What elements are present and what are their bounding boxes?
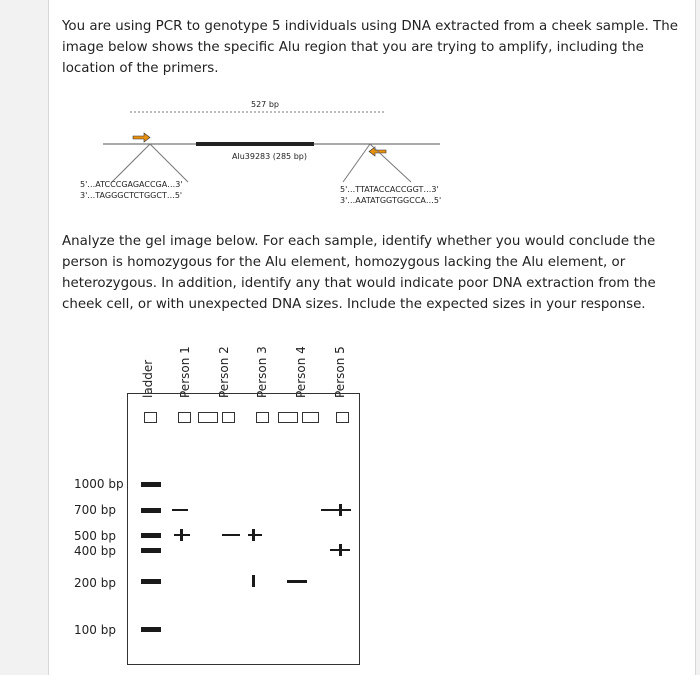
product-size-label: 527 bp <box>251 100 279 109</box>
band-ladder-500bp <box>141 533 161 538</box>
band-person-3-200bp <box>252 575 255 587</box>
gel-box <box>127 393 360 665</box>
well-person-1b <box>198 412 218 423</box>
lane-label-ladder: ladder <box>141 359 155 398</box>
marker-1000bp: 1000 bp <box>74 477 124 491</box>
well-person-1 <box>178 412 191 423</box>
right-zoom-line-b <box>370 144 411 182</box>
left-primer-bottom-strand: 3'…TAGGGCTCTGGCT…5' <box>80 191 183 200</box>
band-person-5-horizontal-700bp <box>321 509 351 511</box>
left-zoom-line-b <box>150 144 188 182</box>
band-ladder-200bp <box>141 579 161 584</box>
question-intro: You are using PCR to genotype 5 individuals using DNA extracted from a cheek sample. The image below shows the specific Alu region that you are trying to amplify, including the location of the primers. <box>62 19 678 76</box>
marker-100bp: 100 bp <box>74 623 116 637</box>
alu-element-bar <box>196 142 314 146</box>
lane-label-person-4: Person 4 <box>294 346 308 398</box>
alu-element-label: Alu39283 (285 bp) <box>232 152 307 161</box>
right-primer-top-strand: 5'…TTATACCACCGGT…3' <box>340 185 439 194</box>
right-primer-bottom-strand: 3'…AATATGGTGGCCA…5' <box>340 196 442 205</box>
band-person-2-horizontal-500bp <box>222 534 240 536</box>
question-analyze: Analyze the gel image below. For each sample, identify whether you would conclude the person is homozygous for the Alu element, homozygous lacking the Alu element, or heterozygous. In addition, identify any that would indicate poor DNA extraction from the cheek cell, or with unexpected DNA sizes. Include the expected sizes in your response. <box>62 234 656 312</box>
well-person-5 <box>336 412 349 423</box>
band-ladder-1000bp <box>141 482 161 487</box>
band-ladder-100bp <box>141 627 161 632</box>
well-person-3b <box>278 412 298 423</box>
band-ladder-700bp <box>141 508 161 513</box>
band-person-3-horizontal-500bp <box>248 534 262 536</box>
band-person-4-200bp <box>287 580 307 583</box>
smear-person-1-700bp <box>172 509 188 511</box>
marker-700bp: 700 bp <box>74 503 116 517</box>
marker-200bp: 200 bp <box>74 576 116 590</box>
band-person-1-horizontal-500bp <box>174 534 190 536</box>
well-person-4 <box>302 412 319 423</box>
left-zoom-line-a <box>112 144 150 182</box>
lane-label-person-5: Person 5 <box>333 346 347 398</box>
marker-500bp: 500 bp <box>74 529 116 543</box>
marker-400bp: 400 bp <box>74 544 116 558</box>
forward-primer-arrow-icon <box>133 133 150 142</box>
well-person-3 <box>256 412 269 423</box>
band-person-5-horizontal-400bp <box>330 549 350 551</box>
right-zoom-line-a <box>343 144 370 182</box>
left-primer-top-strand: 5'…ATCCCGAGACCGA…3' <box>80 180 183 189</box>
well-ladder <box>144 412 157 423</box>
well-person-2 <box>222 412 235 423</box>
lane-label-person-1: Person 1 <box>178 346 192 398</box>
lane-label-person-3: Person 3 <box>255 346 269 398</box>
band-ladder-400bp <box>141 548 161 553</box>
lane-label-person-2: Person 2 <box>217 346 231 398</box>
